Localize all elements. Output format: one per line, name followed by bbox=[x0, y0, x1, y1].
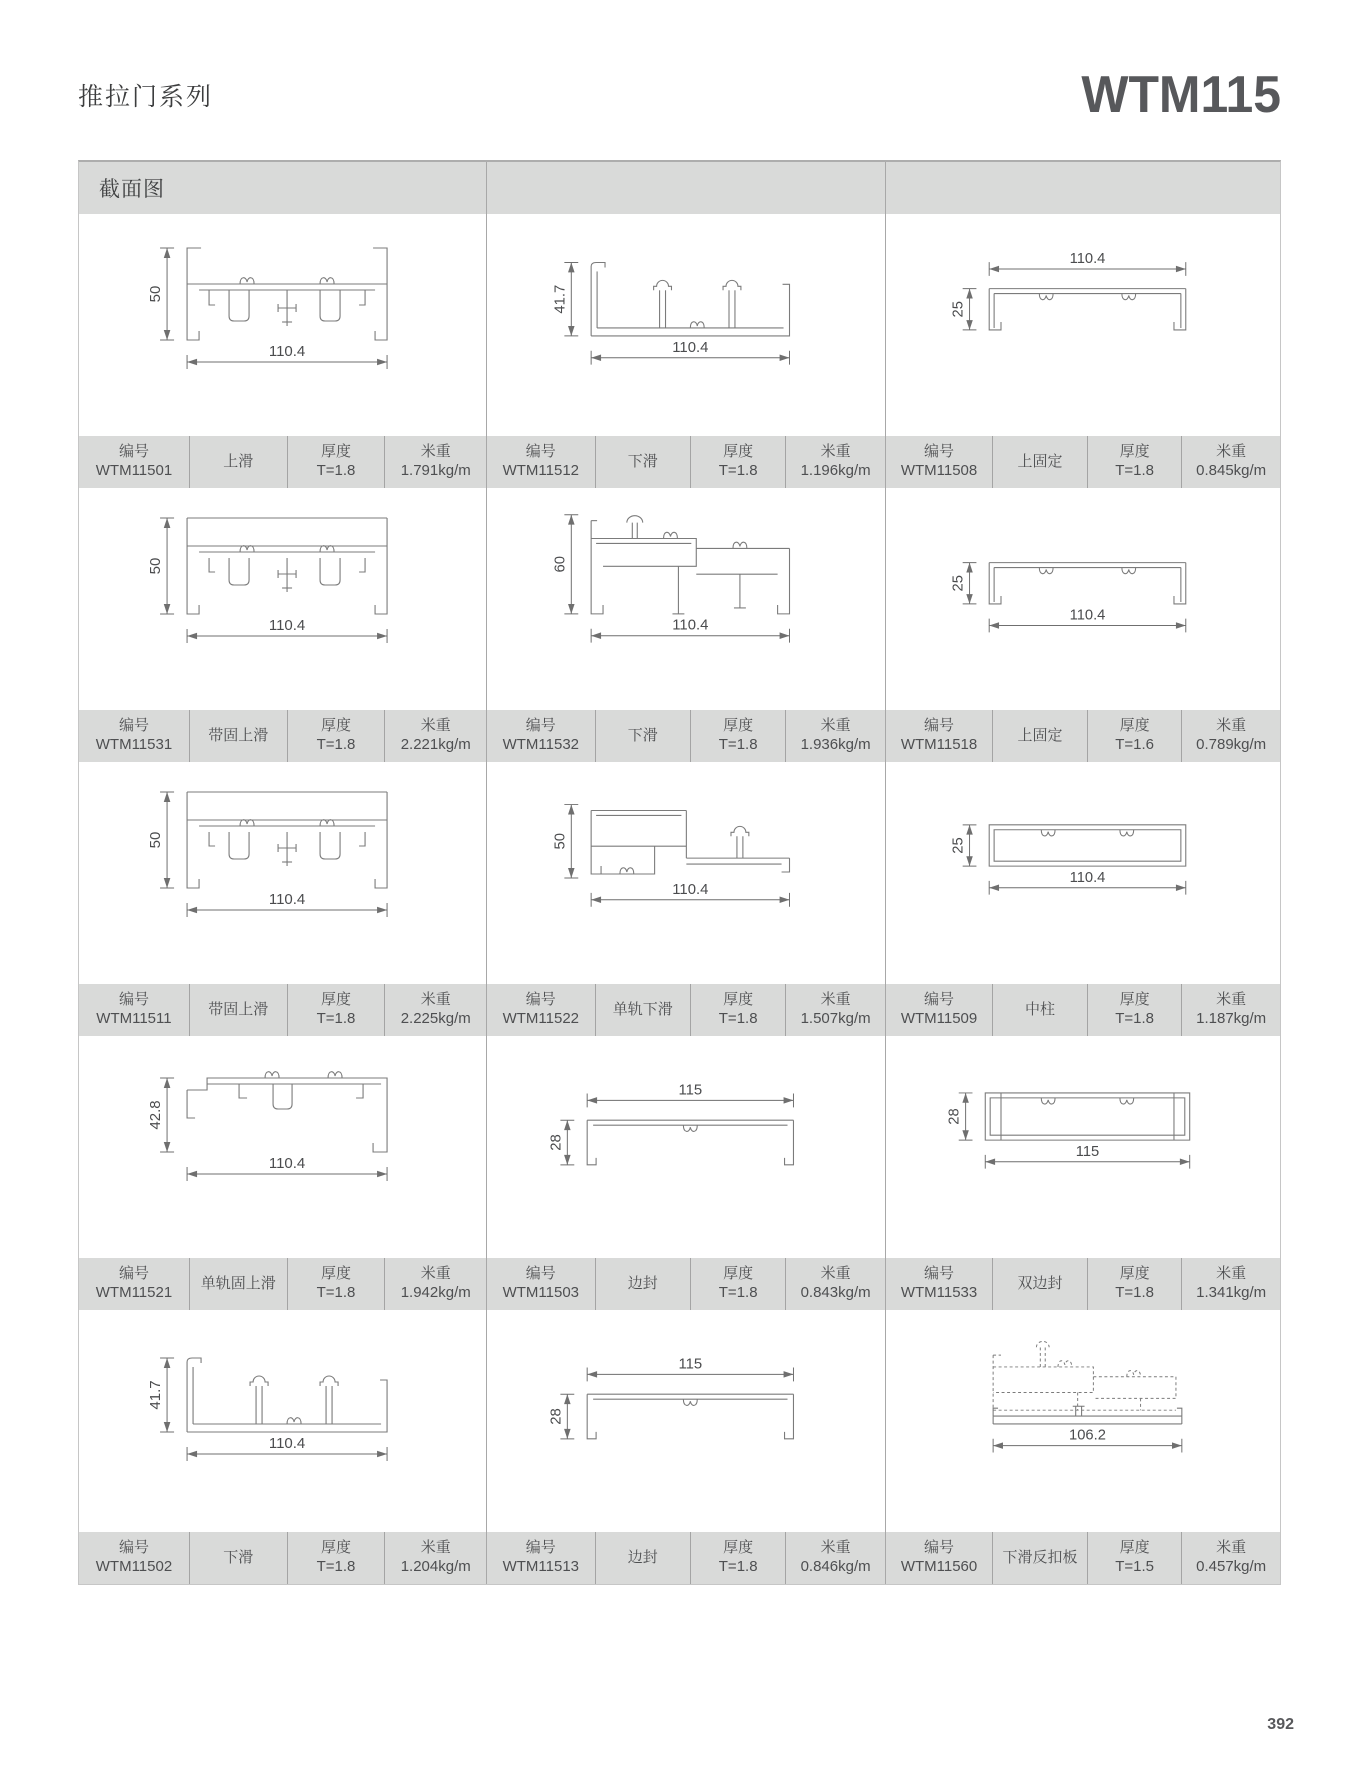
profile-info bbox=[885, 710, 1280, 762]
thickness-value: T=1.8 bbox=[316, 736, 356, 753]
profile-info bbox=[486, 710, 885, 762]
weight-label: 米重 bbox=[420, 991, 451, 1009]
thickness-value: T=1.8 bbox=[718, 462, 758, 479]
sheet-header-row bbox=[79, 162, 1280, 214]
thickness-cell bbox=[1087, 710, 1182, 762]
code-cell bbox=[886, 984, 992, 1036]
profile-name: 带固上滑 bbox=[208, 726, 269, 744]
profile-name: 下滑反扣板 bbox=[1002, 1548, 1078, 1566]
code-cell bbox=[886, 1258, 992, 1310]
thickness-label: 厚度 bbox=[1119, 443, 1150, 461]
weight-cell bbox=[384, 1532, 486, 1584]
code-label: 编号 bbox=[118, 1265, 149, 1283]
weight-value: 1.204kg/m bbox=[400, 1558, 471, 1575]
svg-text:25: 25 bbox=[950, 575, 967, 592]
code-cell bbox=[886, 436, 992, 488]
weight-label: 米重 bbox=[820, 717, 851, 735]
name-cell bbox=[992, 1258, 1087, 1310]
section-diagram bbox=[79, 1310, 486, 1532]
name-cell bbox=[189, 984, 287, 1036]
thickness-label: 厚度 bbox=[1119, 717, 1150, 735]
model-number: WTM115 bbox=[1081, 66, 1281, 124]
code-value: WTM11513 bbox=[502, 1558, 580, 1575]
weight-label: 米重 bbox=[820, 1539, 851, 1557]
thickness-cell bbox=[287, 1258, 385, 1310]
code-label: 编号 bbox=[924, 991, 955, 1009]
code-value: WTM11522 bbox=[502, 1010, 580, 1027]
weight-value: 1.341kg/m bbox=[1196, 1284, 1267, 1301]
code-value: WTM11533 bbox=[900, 1284, 978, 1301]
thickness-value: T=1.8 bbox=[718, 736, 758, 753]
code-value: WTM11521 bbox=[95, 1284, 173, 1301]
section-header-cell bbox=[79, 162, 486, 214]
profile-drawing-svg bbox=[487, 488, 885, 710]
weight-value: 1.791kg/m bbox=[400, 462, 471, 479]
svg-text:50: 50 bbox=[147, 557, 165, 575]
thickness-cell bbox=[287, 436, 385, 488]
name-cell bbox=[992, 436, 1087, 488]
svg-text:28: 28 bbox=[946, 1108, 963, 1125]
page-header bbox=[78, 62, 1281, 128]
thickness-value: T=1.8 bbox=[718, 1558, 758, 1575]
code-cell bbox=[487, 1258, 594, 1310]
thickness-label: 厚度 bbox=[320, 1265, 351, 1283]
section-diagram bbox=[486, 1310, 885, 1532]
code-label: 编号 bbox=[525, 443, 556, 461]
thickness-cell bbox=[287, 1532, 385, 1584]
code-value: WTM11501 bbox=[95, 462, 173, 479]
name-cell bbox=[595, 436, 690, 488]
code-cell bbox=[886, 1532, 992, 1584]
info-row bbox=[79, 1258, 1280, 1310]
weight-value: 0.846kg/m bbox=[800, 1558, 871, 1575]
weight-label: 米重 bbox=[420, 1265, 451, 1283]
weight-label: 米重 bbox=[1216, 443, 1247, 461]
code-cell bbox=[79, 710, 189, 762]
info-row bbox=[79, 1532, 1280, 1584]
section-diagram bbox=[885, 214, 1280, 436]
weight-label: 米重 bbox=[1216, 1265, 1247, 1283]
profile-drawing-svg bbox=[79, 1310, 486, 1532]
weight-cell bbox=[384, 436, 486, 488]
svg-text:110.4: 110.4 bbox=[672, 339, 709, 356]
profile-name: 下滑 bbox=[627, 452, 658, 470]
code-cell bbox=[487, 710, 594, 762]
thickness-label: 厚度 bbox=[1119, 991, 1150, 1009]
code-cell bbox=[79, 1258, 189, 1310]
weight-cell bbox=[1181, 1258, 1280, 1310]
weight-value: 1.936kg/m bbox=[800, 736, 871, 753]
code-cell bbox=[79, 984, 189, 1036]
code-cell bbox=[487, 436, 594, 488]
svg-text:50: 50 bbox=[552, 832, 569, 850]
code-label: 编号 bbox=[525, 1265, 556, 1283]
svg-text:115: 115 bbox=[678, 1082, 703, 1099]
svg-text:25: 25 bbox=[950, 837, 967, 854]
name-cell bbox=[595, 1532, 690, 1584]
svg-text:115: 115 bbox=[1075, 1143, 1100, 1160]
thickness-label: 厚度 bbox=[1119, 1265, 1150, 1283]
section-diagram bbox=[885, 1310, 1280, 1532]
code-label: 编号 bbox=[118, 717, 149, 735]
weight-label: 米重 bbox=[820, 443, 851, 461]
profile-drawing-svg bbox=[487, 214, 885, 436]
code-label: 编号 bbox=[118, 991, 149, 1009]
svg-text:28: 28 bbox=[548, 1134, 565, 1151]
series-title: 推拉门系列 bbox=[78, 83, 214, 111]
svg-text:110.4: 110.4 bbox=[268, 1155, 306, 1172]
section-header-cell bbox=[486, 162, 885, 214]
thickness-label: 厚度 bbox=[320, 991, 351, 1009]
profile-drawing-svg bbox=[79, 1036, 486, 1258]
weight-cell bbox=[785, 1258, 884, 1310]
name-cell bbox=[189, 1532, 287, 1584]
thickness-label: 厚度 bbox=[723, 1539, 754, 1557]
code-value: WTM11531 bbox=[95, 736, 173, 753]
code-value: WTM11502 bbox=[95, 1558, 173, 1575]
code-value: WTM11503 bbox=[502, 1284, 580, 1301]
section-header-label: 截面图 bbox=[99, 178, 165, 201]
code-label: 编号 bbox=[118, 443, 149, 461]
info-row bbox=[79, 984, 1280, 1036]
code-value: WTM11511 bbox=[96, 1010, 172, 1027]
thickness-value: T=1.8 bbox=[316, 462, 356, 479]
code-label: 编号 bbox=[924, 1539, 955, 1557]
svg-text:110.4: 110.4 bbox=[1069, 251, 1106, 268]
svg-text:41.7: 41.7 bbox=[147, 1380, 165, 1410]
thickness-label: 厚度 bbox=[723, 991, 754, 1009]
diagram-row bbox=[79, 1036, 1280, 1258]
thickness-cell bbox=[690, 710, 785, 762]
weight-cell bbox=[1181, 984, 1280, 1036]
thickness-value: T=1.5 bbox=[1115, 1558, 1154, 1575]
thickness-cell bbox=[690, 1532, 785, 1584]
weight-cell bbox=[1181, 710, 1280, 762]
name-cell bbox=[992, 710, 1087, 762]
weight-cell bbox=[384, 1258, 486, 1310]
thickness-cell bbox=[690, 984, 785, 1036]
code-label: 编号 bbox=[525, 717, 556, 735]
section-diagram bbox=[486, 1036, 885, 1258]
profile-name: 单轨下滑 bbox=[612, 1000, 673, 1018]
profile-info bbox=[79, 984, 486, 1036]
profile-name: 下滑 bbox=[223, 1548, 254, 1566]
thickness-label: 厚度 bbox=[723, 1265, 754, 1283]
profile-info bbox=[486, 1532, 885, 1584]
code-label: 编号 bbox=[118, 1539, 149, 1557]
profile-name: 上固定 bbox=[1017, 452, 1063, 470]
section-diagram bbox=[486, 214, 885, 436]
weight-value: 2.221kg/m bbox=[400, 736, 471, 753]
thickness-cell bbox=[287, 984, 385, 1036]
name-cell bbox=[992, 1532, 1087, 1584]
profile-drawing-svg bbox=[886, 214, 1280, 436]
thickness-cell bbox=[690, 436, 785, 488]
svg-text:115: 115 bbox=[678, 1356, 703, 1373]
profile-info bbox=[79, 436, 486, 488]
profile-name: 边封 bbox=[627, 1548, 658, 1566]
profile-name: 中柱 bbox=[1025, 1000, 1056, 1018]
section-diagram bbox=[885, 762, 1280, 984]
svg-text:110.4: 110.4 bbox=[268, 343, 306, 360]
thickness-label: 厚度 bbox=[320, 443, 351, 461]
profile-info bbox=[79, 710, 486, 762]
profile-info bbox=[79, 1532, 486, 1584]
profile-info bbox=[486, 1258, 885, 1310]
profile-name: 上滑 bbox=[223, 452, 254, 470]
svg-text:25: 25 bbox=[950, 301, 967, 318]
profile-name: 下滑 bbox=[627, 726, 658, 744]
thickness-value: T=1.8 bbox=[718, 1284, 758, 1301]
profile-info bbox=[79, 1258, 486, 1310]
code-value: WTM11509 bbox=[900, 1010, 978, 1027]
weight-label: 米重 bbox=[1216, 717, 1247, 735]
svg-text:50: 50 bbox=[147, 285, 165, 303]
thickness-value: T=1.8 bbox=[316, 1010, 356, 1027]
profile-drawing-svg bbox=[886, 1310, 1280, 1532]
svg-text:110.4: 110.4 bbox=[268, 617, 306, 634]
thickness-value: T=1.8 bbox=[1115, 1284, 1154, 1301]
weight-label: 米重 bbox=[1216, 991, 1247, 1009]
svg-text:42.8: 42.8 bbox=[147, 1100, 165, 1130]
weight-cell bbox=[785, 710, 884, 762]
code-label: 编号 bbox=[525, 991, 556, 1009]
weight-value: 1.187kg/m bbox=[1196, 1010, 1267, 1027]
thickness-label: 厚度 bbox=[1119, 1539, 1150, 1557]
section-diagram bbox=[486, 488, 885, 710]
weight-label: 米重 bbox=[820, 1265, 851, 1283]
profile-drawing-svg bbox=[79, 214, 486, 436]
weight-cell bbox=[1181, 436, 1280, 488]
weight-cell bbox=[384, 710, 486, 762]
code-value: WTM11532 bbox=[502, 736, 580, 753]
thickness-value: T=1.8 bbox=[718, 1010, 758, 1027]
svg-text:110.4: 110.4 bbox=[1069, 869, 1106, 886]
weight-label: 米重 bbox=[420, 717, 451, 735]
weight-cell bbox=[785, 984, 884, 1036]
name-cell bbox=[992, 984, 1087, 1036]
name-cell bbox=[189, 710, 287, 762]
thickness-label: 厚度 bbox=[320, 1539, 351, 1557]
profile-drawing-svg bbox=[886, 1036, 1280, 1258]
svg-text:110.4: 110.4 bbox=[1069, 607, 1106, 624]
profile-drawing-svg bbox=[79, 762, 486, 984]
profile-name: 上固定 bbox=[1017, 726, 1063, 744]
section-diagram bbox=[885, 1036, 1280, 1258]
profile-name: 单轨固上滑 bbox=[200, 1274, 276, 1292]
thickness-cell bbox=[1087, 436, 1182, 488]
weight-cell bbox=[384, 984, 486, 1036]
weight-value: 2.225kg/m bbox=[400, 1010, 471, 1027]
section-header-cell bbox=[885, 162, 1280, 214]
profile-name: 带固上滑 bbox=[208, 1000, 269, 1018]
code-value: WTM11512 bbox=[502, 462, 580, 479]
weight-value: 0.789kg/m bbox=[1196, 736, 1267, 753]
diagram-row bbox=[79, 1310, 1280, 1532]
section-diagram bbox=[885, 488, 1280, 710]
svg-text:110.4: 110.4 bbox=[672, 617, 709, 634]
svg-text:106.2: 106.2 bbox=[1068, 1427, 1106, 1444]
thickness-value: T=1.8 bbox=[1115, 462, 1154, 479]
weight-label: 米重 bbox=[420, 1539, 451, 1557]
name-cell bbox=[189, 436, 287, 488]
thickness-value: T=1.8 bbox=[316, 1558, 356, 1575]
code-value: WTM11518 bbox=[900, 736, 978, 753]
thickness-value: T=1.8 bbox=[1115, 1010, 1154, 1027]
thickness-cell bbox=[690, 1258, 785, 1310]
thickness-value: T=1.6 bbox=[1115, 736, 1154, 753]
svg-text:110.4: 110.4 bbox=[672, 881, 709, 898]
profile-sheet bbox=[78, 160, 1281, 1585]
code-cell bbox=[79, 1532, 189, 1584]
weight-cell bbox=[785, 436, 884, 488]
code-value: WTM11560 bbox=[900, 1558, 978, 1575]
profile-drawing-svg bbox=[487, 1036, 885, 1258]
code-cell bbox=[79, 436, 189, 488]
code-value: WTM11508 bbox=[900, 462, 978, 479]
name-cell bbox=[595, 1258, 690, 1310]
page-number: 392 bbox=[1267, 1716, 1294, 1733]
svg-text:60: 60 bbox=[552, 556, 569, 573]
code-cell bbox=[487, 1532, 594, 1584]
profile-info bbox=[486, 436, 885, 488]
code-label: 编号 bbox=[924, 443, 955, 461]
code-label: 编号 bbox=[525, 1539, 556, 1557]
weight-cell bbox=[785, 1532, 884, 1584]
weight-value: 0.845kg/m bbox=[1196, 462, 1267, 479]
weight-cell bbox=[1181, 1532, 1280, 1584]
code-label: 编号 bbox=[924, 1265, 955, 1283]
diagram-row bbox=[79, 488, 1280, 710]
thickness-label: 厚度 bbox=[320, 717, 351, 735]
section-diagram bbox=[79, 762, 486, 984]
weight-label: 米重 bbox=[1216, 1539, 1247, 1557]
weight-value: 1.196kg/m bbox=[800, 462, 871, 479]
weight-value: 0.843kg/m bbox=[800, 1284, 871, 1301]
weight-label: 米重 bbox=[820, 991, 851, 1009]
code-label: 编号 bbox=[924, 717, 955, 735]
info-row bbox=[79, 436, 1280, 488]
thickness-label: 厚度 bbox=[723, 443, 754, 461]
profile-info bbox=[885, 436, 1280, 488]
profile-name: 双边封 bbox=[1017, 1274, 1063, 1292]
section-diagram bbox=[79, 488, 486, 710]
svg-text:41.7: 41.7 bbox=[552, 284, 569, 314]
diagram-row bbox=[79, 762, 1280, 984]
thickness-cell bbox=[1087, 1532, 1182, 1584]
thickness-cell bbox=[287, 710, 385, 762]
svg-text:50: 50 bbox=[147, 831, 165, 849]
svg-text:28: 28 bbox=[548, 1408, 565, 1425]
weight-value: 1.507kg/m bbox=[800, 1010, 871, 1027]
svg-text:110.4: 110.4 bbox=[268, 1435, 306, 1452]
weight-label: 米重 bbox=[420, 443, 451, 461]
profile-info bbox=[885, 984, 1280, 1036]
code-cell bbox=[886, 710, 992, 762]
name-cell bbox=[595, 984, 690, 1036]
svg-text:110.4: 110.4 bbox=[268, 891, 306, 908]
weight-value: 0.457kg/m bbox=[1196, 1558, 1267, 1575]
profile-name: 边封 bbox=[627, 1274, 658, 1292]
name-cell bbox=[595, 710, 690, 762]
section-diagram bbox=[79, 214, 486, 436]
profile-drawing-svg bbox=[487, 1310, 885, 1532]
profile-drawing-svg bbox=[79, 488, 486, 710]
weight-value: 1.942kg/m bbox=[400, 1284, 471, 1301]
profile-drawing-svg bbox=[886, 488, 1280, 710]
profile-drawing-svg bbox=[886, 762, 1280, 984]
profile-info bbox=[885, 1258, 1280, 1310]
profile-info bbox=[885, 1532, 1280, 1584]
section-diagram bbox=[79, 1036, 486, 1258]
name-cell bbox=[189, 1258, 287, 1310]
profile-info bbox=[486, 984, 885, 1036]
code-cell bbox=[487, 984, 594, 1036]
thickness-cell bbox=[1087, 1258, 1182, 1310]
diagram-row bbox=[79, 214, 1280, 436]
section-diagram bbox=[486, 762, 885, 984]
thickness-cell bbox=[1087, 984, 1182, 1036]
thickness-value: T=1.8 bbox=[316, 1284, 356, 1301]
profile-drawing-svg bbox=[487, 762, 885, 984]
info-row bbox=[79, 710, 1280, 762]
thickness-label: 厚度 bbox=[723, 717, 754, 735]
